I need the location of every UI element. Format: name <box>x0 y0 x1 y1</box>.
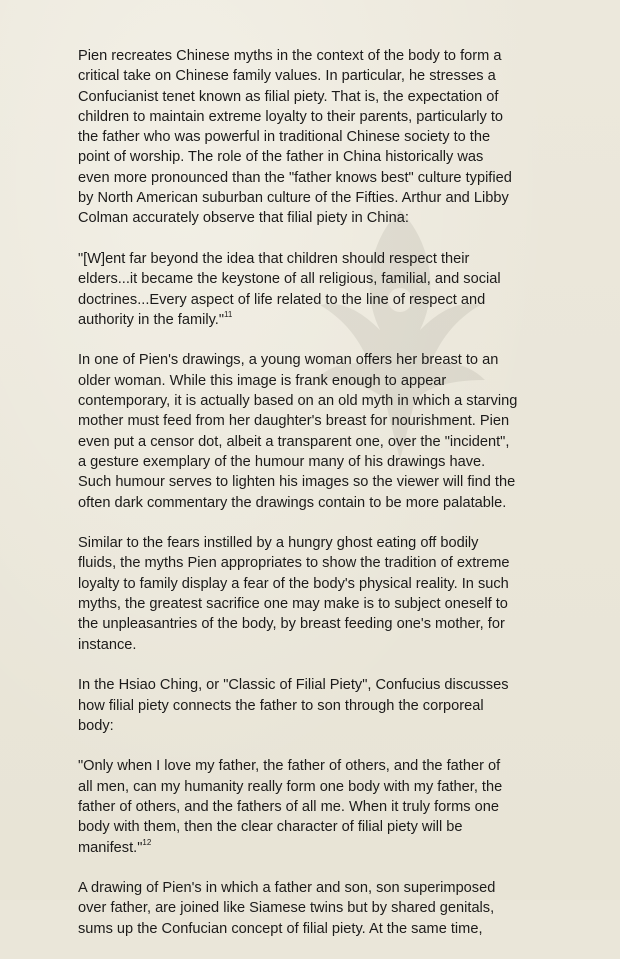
text-line: sums up the Confucian concept of filial piety. At the same time, <box>78 920 483 937</box>
text-line: fluids, the myths Pien appropriates to show the tradition of extreme <box>78 555 510 572</box>
text-line: Such humour serves to lighten his images so the viewer will find the <box>78 474 516 491</box>
footnote-marker: 11 <box>224 310 233 319</box>
text-line: mother must feed from her daughter's breast for nourishment. Pien <box>78 413 510 430</box>
text-line: elders...it became the keystone of all religious, familial, and social <box>78 271 501 288</box>
text-line-content: manifest." <box>78 839 143 856</box>
text-line: In the Hsiao Ching, or "Classic of Filial Piety", Confucius discusses <box>78 677 509 694</box>
text-line <box>78 310 558 330</box>
text-line: In one of Pien's drawings, a young woman offers her breast to an <box>78 352 499 369</box>
text-line: Confucianist tenet known as filial piety. That is, the expectation of <box>78 88 499 105</box>
text-line: "Only when I love my father, the father of others, and the father of <box>78 758 501 775</box>
text-line: even put a censor dot, albeit a transparent one, over the "incident", <box>78 433 510 450</box>
text-line: myths, the greatest sacrifice one may make is to subject oneself to <box>78 596 508 613</box>
text-line: critical take on Chinese family values. In particular, he stresses a <box>78 68 496 85</box>
body-text <box>78 46 558 959</box>
text-line: body with them, then the clear character of filial piety will be <box>78 819 463 836</box>
paragraph <box>78 533 558 655</box>
text-line: "[W]ent far beyond the idea that children should respect their <box>78 250 470 267</box>
text-line: how filial piety connects the father to son through the corporeal <box>78 697 484 714</box>
paragraph <box>78 675 558 736</box>
text-line: the unpleasantries of the body, by breast feeding one's mother, for <box>78 616 505 633</box>
paragraph <box>78 46 558 229</box>
text-line: A drawing of Pien's in which a father and son, son superimposed <box>78 880 496 897</box>
text-line: even more pronounced than the "father knows best" culture typified <box>78 169 512 186</box>
text-line-content: authority in the family." <box>78 311 225 328</box>
text-line: doctrines...Every aspect of life related to the line of respect and <box>78 291 486 308</box>
paragraph <box>78 878 558 939</box>
text-line: point of worship. The role of the father in China historically was <box>78 149 484 166</box>
paragraph <box>78 350 558 512</box>
text-line: over father, are joined like Siamese twins but by shared genitals, <box>78 900 495 917</box>
text-line: all men, can my humanity really form one body with my father, the <box>78 778 503 795</box>
text-line: Similar to the fears instilled by a hungry ghost eating off bodily <box>78 535 479 552</box>
text-line: contemporary, it is actually based on an old myth in which a starving <box>78 393 518 410</box>
footnote-marker: 12 <box>142 837 152 847</box>
block-quote <box>78 756 558 857</box>
text-line: older woman. While this image is frank enough to appear <box>78 372 447 389</box>
text-line: body: <box>78 717 114 734</box>
text-line: the father who was powerful in traditional Chinese society to the <box>78 129 491 146</box>
text-line: by North American suburban culture of the Fifties. Arthur and Libby <box>78 190 509 207</box>
text-line: children to maintain extreme loyalty to their parents, particularly to <box>78 108 504 125</box>
text-line: loyalty to family display a fear of the body's physical reality. In such <box>78 575 509 592</box>
block-quote <box>78 249 558 330</box>
text-line <box>78 838 558 858</box>
text-line: father of others, and the fathers of all me. When it truly forms one <box>78 798 499 815</box>
text-line: often dark commentary the drawings contain to be more palatable. <box>78 494 507 511</box>
text-line: instance. <box>78 636 137 653</box>
text-line: Pien recreates Chinese myths in the context of the body to form a <box>78 48 502 64</box>
text-line: a gesture exemplary of the humour many of his drawings have. <box>78 453 486 470</box>
text-line: Colman accurately observe that filial piety in China: <box>78 210 409 227</box>
